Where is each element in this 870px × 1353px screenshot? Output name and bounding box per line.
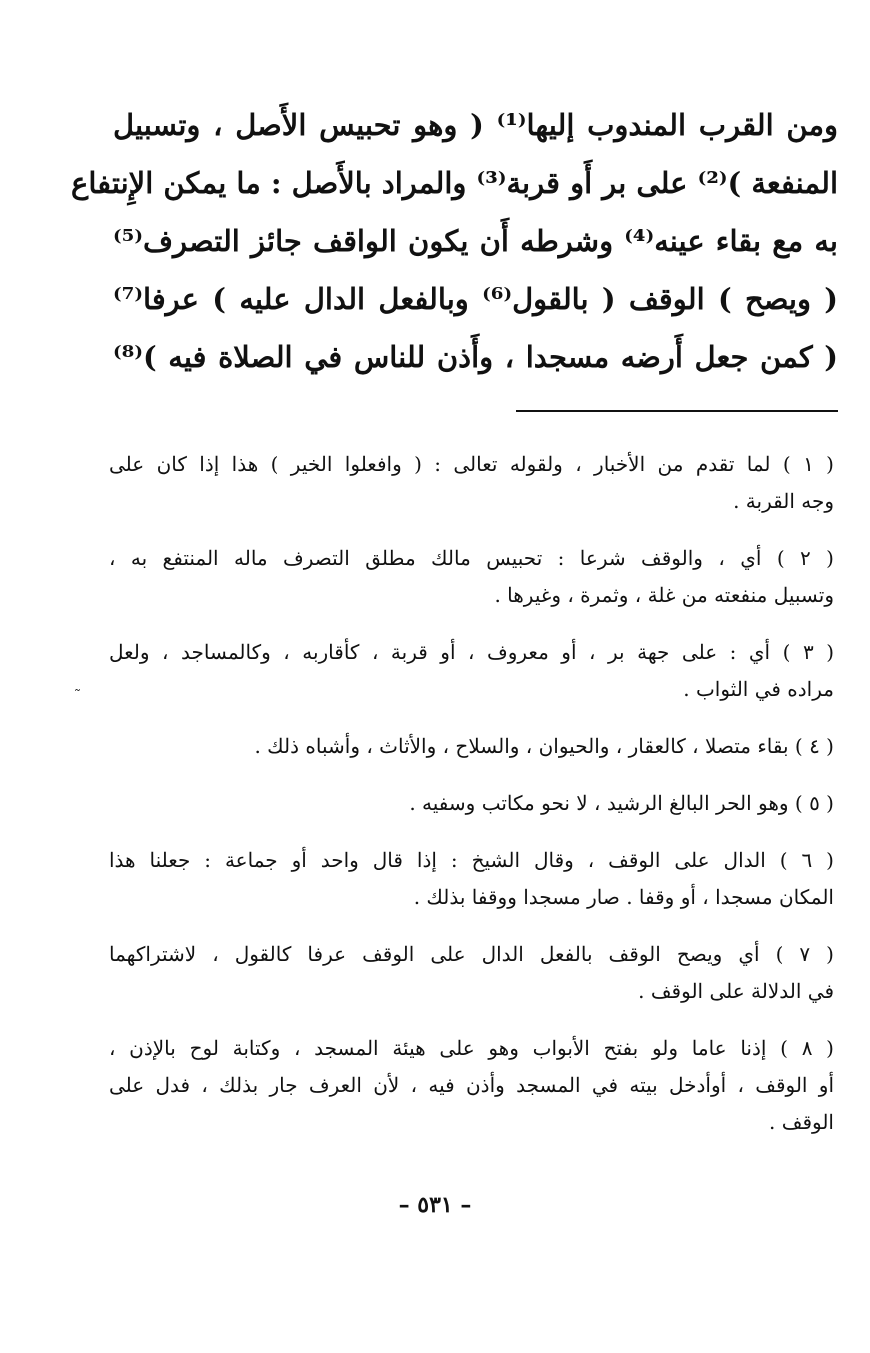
- footnote-1: [109, 446, 834, 520]
- main-line: به مع بقاء عينه⁽⁴⁾ وشرطه أَن يكون الواقف جائز التصرف⁽⁵⁾: [113, 224, 838, 258]
- footnote-line: الوقف .: [769, 1110, 834, 1134]
- page-number: – ٥٣١ –: [398, 1192, 472, 1218]
- footnote-line: ( ٣ ) أي : على جهة بر ، أو معروف ، أو قربة ، كأقاربه ، وكالمساجد ، ولعل: [109, 640, 834, 664]
- footnote-line: ( ٢ ) أي ، والوقف شرعا : تحبيس مالك مطلق التصرف ماله المنتفع به ،: [109, 546, 834, 570]
- main-line: ( كمن جعل أَرضه مسجدا ، وأَذن للناس في الصلاة فيه )⁽⁸⁾: [113, 340, 838, 374]
- footnote-line: المكان مسجدا ، أو وقفا . صار مسجدا ووقفا بذلك .: [413, 885, 834, 909]
- main-line: ومن القرب المندوب إليها⁽¹⁾ ( وهو تحبيس الأَصل ، وتسبيل: [113, 108, 838, 142]
- footnote-separator: [516, 410, 838, 412]
- footnote-line: وتسبيل منفعته من غلة ، وثمرة ، وغيرها .: [494, 583, 834, 607]
- main-line: ( ويصح ) الوقف ( بالقول⁽⁶⁾ وبالفعل الدال عليه ) عرفا⁽⁷⁾: [113, 282, 839, 316]
- footnote-line: ( ٨ ) إذنا عاما ولو بفتح الأبواب وهو على هيئة المسجد ، وكتابة لوح بالإذن ،: [109, 1036, 834, 1060]
- footnote-line: أو الوقف ، أوأدخل بيته في المسجد وأذن فيه ، لأن العرف جار بذلك ، فدل على: [109, 1073, 834, 1097]
- footnote-line: ( ٧ ) أي ويصح الوقف بالفعل الدال على الوقف عرفا كالقول ، لاشتراكهما: [109, 942, 834, 966]
- footnote-2: [109, 540, 834, 614]
- footnotes: [109, 446, 834, 1161]
- footnote-6: [109, 842, 834, 916]
- footnote-line: وجه القربة .: [733, 489, 834, 513]
- footnote-line: ( ٥ ) وهو الحر البالغ الرشيد ، لا نحو مكاتب وسفيه .: [409, 791, 834, 815]
- footnote-5: [109, 785, 834, 822]
- footnote-line: ( ٦ ) الدال على الوقف ، وقال الشيخ : إذا قال واحد أو جماعة : جعلنا هذا: [109, 848, 834, 872]
- main-line: المنفعة )⁽²⁾ على بر أَو قربة⁽³⁾ والمراد بالأَصل : ما يمكن الإِنتفاع: [71, 166, 838, 200]
- main-text: [71, 96, 839, 386]
- footnote-4: [109, 728, 834, 765]
- footnote-line: في الدلالة على الوقف .: [638, 979, 834, 1003]
- footnote-8: [109, 1030, 834, 1141]
- footnote-line: ( ٤ ) بقاء متصلا ، كالعقار ، والحيوان ، والسلاح ، والأثاث ، وأشباه ذلك .: [254, 734, 834, 758]
- footnote-line: مراده في الثواب .: [683, 677, 834, 701]
- footnote-7: [109, 936, 834, 1010]
- footnote-3: [109, 634, 834, 708]
- margin-mark: ˜: [74, 688, 81, 704]
- footnote-line: ( ١ ) لما تقدم من الأخبار ، ولقوله تعالى : ( وافعلوا الخير ) هذا إذا كان على: [109, 452, 834, 476]
